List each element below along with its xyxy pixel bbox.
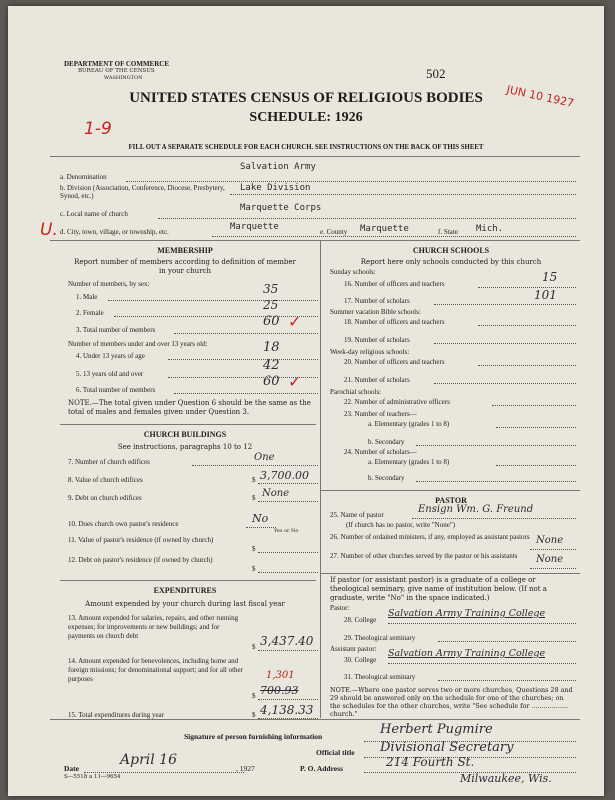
bureau-city: WASHINGTON [104,75,143,81]
q13-rule [258,650,318,651]
sunday-schools-label: Sunday schools: [330,268,376,276]
q11-rule [258,552,318,553]
q17-label: 17. Number of scholars [344,297,410,305]
form-schedule: SCHEDULE: 1926 [249,110,363,125]
po-address-city: Milwaukee, Wis. [460,772,552,785]
church-name-value: Marquette Corps [240,203,322,213]
po-address-value: 214 Fourth St. [386,755,475,769]
q11-label: 11. Value of pastor's residence (if owned by church) [68,536,214,544]
q25-label: 25. Name of pastor [330,511,384,519]
q28-value: Salvation Army Training College [388,608,546,619]
church-name-label: c. Local name of church [60,210,128,218]
q24-label: 24. Number of scholars— [344,448,417,456]
po-address-label: P. O. Address [300,764,343,773]
county-value: Marquette [360,224,409,234]
schools-heading: CHURCH SCHOOLS [412,246,490,255]
official-title-label: Official title [316,748,355,757]
q2-female-label: 2. Female [76,309,104,317]
q28-rule [388,623,576,624]
buildings-heading: CHURCH BUILDINGS [143,430,227,439]
q6-total-value: 60 [263,374,280,389]
q1-rule [108,300,318,301]
q15-dollar: $ [252,711,256,719]
county-label: e. County [320,228,348,236]
red-u-mark: U. [40,220,58,240]
q17-rule [434,304,576,305]
q12-label: 12. Debt on pastor's residence (if owned by church) [68,556,213,564]
q4-under13-label: 4. Under 13 years of age [76,352,145,360]
q14-value: 700.93 [260,684,299,697]
q16-value: 15 [542,270,558,284]
q13-value: 3,437.40 [260,634,314,648]
q29-label: 29. Theological seminary [344,634,416,642]
graduate-instruction: If pastor (or assistant pastor) is a graduate of a college or theological seminary, give name of institution below. (If not a graduate, write "No" in the space indicated.) [330,576,547,602]
q14-value-annotation: 1,301 [266,670,295,681]
census-schedule-sheet [8,6,604,796]
members-by-sex-label: Number of members, by sex: [68,280,150,288]
pastor-note: NOTE.—Where one pastor serves two or more churches, Questions 28 and 29 should be answered only on the schedule for one of the churches; on the schedules for the other churches, write "See schedule for .................. church." [330,686,573,718]
expenditures-sub: Amount expended by your church during last fiscal year [85,600,285,608]
q2-female-value: 25 [263,298,279,312]
q6-check-mark: ✓ [288,372,302,391]
age-intro-label: Number of members under and over 13 years old: [68,340,208,348]
q5-over13-value: 42 [263,358,280,373]
q26-label: 26. Number of ordained ministers, if any, employed as assistant pastors [330,533,530,541]
q3-total-label: 3. Total number of members [76,326,156,334]
q9-value: None [262,488,290,499]
q24a-rule [496,465,576,466]
division-rule [230,194,576,195]
q27-label: 27. Number of other churches served by the pastor or his assistants [330,552,518,560]
city-rule [212,236,576,237]
q23a-rule [496,427,576,428]
parochial-schools-label: Parochial schools: [330,388,382,396]
q12-rule [258,572,318,573]
q21-rule [434,383,576,384]
membership-intro: Report number of members according to definition of member in your church [74,258,296,275]
footer-divider [50,719,580,720]
q15-label: 15. Total expenditures during year [68,711,164,719]
q8-dollar: $ [252,476,256,484]
q29-rule [438,641,576,642]
q13-label: 13. Amount expended for salaries, repairs, and other running expenses; for improvements or new buildings; and for payments on church debt [68,614,239,641]
q8-value: 3,700.00 [260,469,309,482]
expenditures-heading: EXPENDITURES [153,586,217,595]
q27-value: None [536,554,564,565]
q3-total-value: 60 [263,314,280,329]
q28-label: 28. College [344,616,377,624]
weekday-schools-label: Week-day religious schools: [330,348,410,356]
q24b-label: b. Secondary [368,474,405,482]
form-title: UNITED STATES CENSUS OF RELIGIOUS BODIES [129,90,483,106]
q10-label: 10. Does church own pastor's residence [68,520,179,528]
buildings-sub: See instructions, paragraphs 10 to 12 [117,443,253,451]
schools-sub: Report here only schools conducted by this church [360,258,542,266]
q1-male-label: 1. Male [76,293,98,301]
q15-value: 4,138.33 [260,703,314,717]
expenditures-divider [60,580,316,581]
city-label: d. City, town, village, or township, etc. [60,228,169,236]
q31-rule [438,680,576,681]
q3-check-mark: ✓ [288,312,302,331]
q4-under13-value: 18 [263,340,280,355]
q9-rule [258,501,318,502]
q24b-rule [416,481,576,482]
q14-dollar: $ [252,692,256,700]
city-value: Marquette [230,222,279,232]
q25-rule [412,518,576,519]
q23a-label: a. Elementary (grades 1 to 8) [368,420,450,428]
q7-rule [192,465,318,466]
q18-label: 18. Number of officers and teachers [344,318,445,326]
division-label: b. Division (Association, Conference, Diocese, Presbytery, Synod, etc.) [60,184,225,201]
q8-rule [258,483,318,484]
form-instruction: FILL OUT A SEPARATE SCHEDULE FOR EACH CHURCH. SEE INSTRUCTIONS ON THE BACK OF THIS SHEET [128,144,484,151]
denomination-rule [126,181,576,182]
buildings-divider [60,424,316,425]
q27-rule [530,568,576,569]
pastor-sub-label: Pastor: [330,604,350,612]
q22-rule [492,405,576,406]
membership-note: NOTE.—The total given under Question 6 should be the same as the total of males and females given under Question 3. [68,399,311,416]
signature-label: Signature of person furnishing information [184,732,323,741]
q6-rule [174,393,318,394]
red-handwritten-mark: 1-9 [84,119,112,139]
q19-label: 19. Number of scholars [344,336,410,344]
q25-note: (If church has no pastor, write "None") [346,521,456,529]
q3-rule [174,333,318,334]
q12-dollar: $ [252,565,256,573]
received-date-stamp: JUN 10 1927 [505,83,576,110]
date-label: Date [64,764,79,773]
q19-rule [434,343,576,344]
date-value: April 16 [120,752,177,768]
denomination-value: Salvation Army [240,162,316,172]
q7-label: 7. Number of church edifices [68,458,150,466]
pastor-heading: PASTOR [435,496,467,505]
signature-value: Herbert Pugmire [380,722,493,737]
q5-over13-label: 5. 13 years old and over [76,370,144,378]
state-label: f. State [438,228,458,236]
q24a-label: a. Elementary (grades 1 to 8) [368,458,450,466]
date-rule [84,772,244,773]
date-year: , 1927 [236,764,255,773]
q23b-label: b. Secondary [368,438,405,446]
q16-label: 16. Number of officers and teachers [344,280,445,288]
section-divider [50,240,580,241]
q30-rule [388,663,576,664]
official-title-value: Divisional Secretary [380,740,514,755]
q10-rule [246,527,276,528]
q16-rule [478,287,576,288]
church-name-rule [158,218,576,219]
q14-rule [258,699,318,700]
q22-label: 22. Number of administrative officers [344,398,450,406]
q18-rule [478,325,576,326]
q9-label: 9. Debt on church edifices [68,494,142,502]
header-divider [50,156,580,157]
membership-heading: MEMBERSHIP [157,246,213,255]
form-code: S—5518 a 11—9654 [64,774,121,780]
summer-schools-label: Summer vacation Bible schools: [330,308,421,316]
q7-value: One [254,452,275,463]
q23b-rule [416,445,576,446]
q23-label: 23. Number of teachers— [344,410,417,418]
q17-value: 101 [534,288,557,302]
assistant-pastor-label: Assistant pastor: [330,645,377,653]
denomination-label: a. Denomination [60,173,107,181]
q8-label: 8. Value of church edifices [68,476,143,484]
q20-rule [478,365,576,366]
division-value: Lake Division [240,183,311,193]
state-value: Mich. [476,224,504,234]
q21-label: 21. Number of scholars [344,376,410,384]
q30-value: Salvation Army Training College [388,648,546,659]
q31-label: 31. Theological seminary [344,673,416,681]
q9-dollar: $ [252,494,256,502]
column-divider [320,240,321,718]
q25-value: Ensign Wm. G. Freund [418,504,534,515]
department-name: DEPARTMENT OF COMMERCE [64,60,170,68]
q4-rule [168,359,318,360]
q26-rule [530,549,576,550]
q10-yes-no-hint: Yes or No [274,528,299,534]
q20-label: 20. Number of officers and teachers [344,358,445,366]
q10-value: No [252,512,269,525]
q1-male-value: 35 [263,282,279,296]
q26-value: None [536,535,564,546]
pastor-divider [320,490,580,491]
q11-dollar: $ [252,545,256,553]
q13-dollar: $ [252,643,256,651]
bureau-name: BUREAU OF THE CENSUS [78,68,155,74]
q30-label: 30. College [344,656,377,664]
q14-label: 14. Amount expended for benevolences, including home and foreign missions; for denominational support; and for all other purposes [68,657,243,684]
form-number: 502 [426,66,446,81]
graduate-divider [320,573,580,574]
q6-total-label: 6. Total number of members [76,386,156,394]
